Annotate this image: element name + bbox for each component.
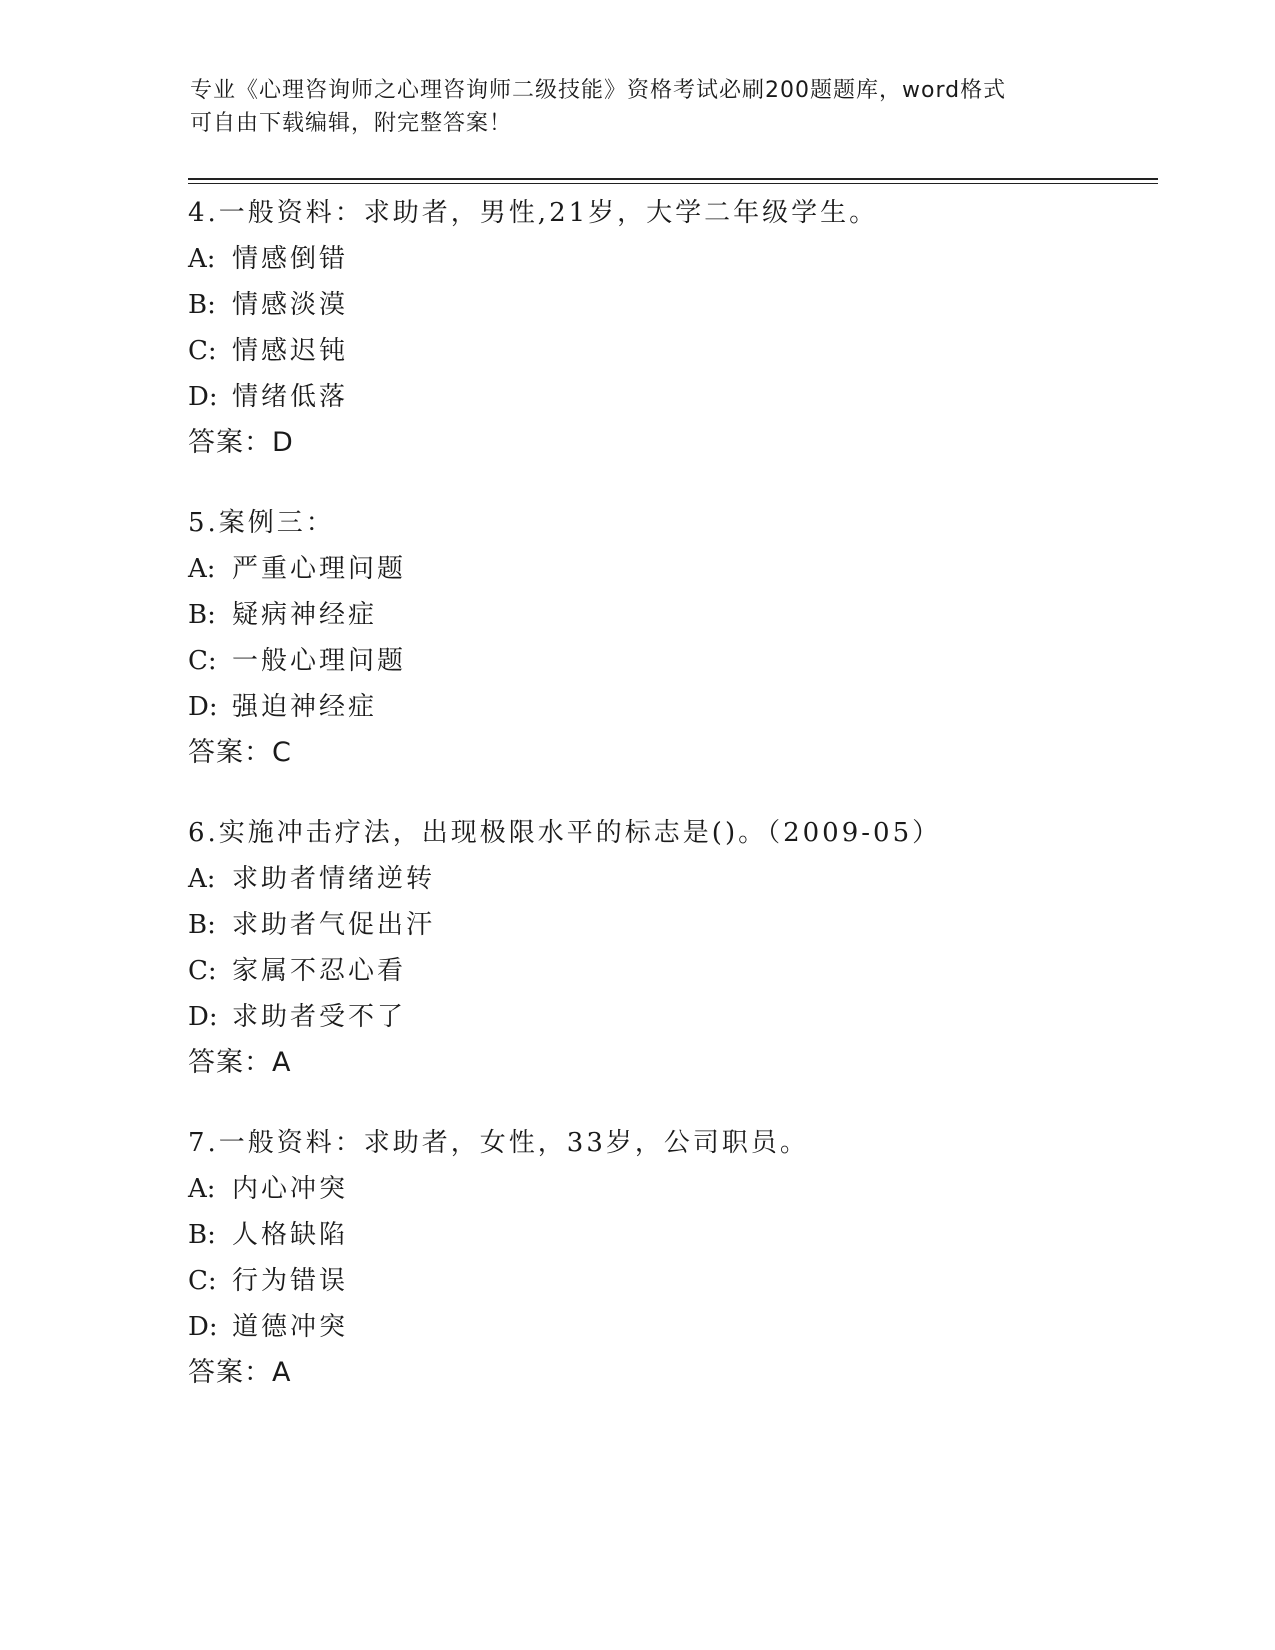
option-d <box>188 374 1148 420</box>
option-text: 求助者受不了 <box>232 1002 407 1032</box>
option-key: B: <box>188 290 216 320</box>
option-b <box>188 592 1148 638</box>
question-answer: 答案：A <box>188 1047 292 1078</box>
option-b <box>188 902 1148 948</box>
option-c <box>188 1258 1148 1304</box>
option-text: 道德冲突 <box>232 1312 349 1342</box>
option-text: 求助者气促出汗 <box>232 910 436 940</box>
option-key: C: <box>188 336 217 366</box>
option-c <box>188 948 1148 994</box>
question-item <box>188 810 1148 1086</box>
option-c <box>188 328 1148 374</box>
option-key: C: <box>188 956 217 986</box>
option-d <box>188 994 1148 1040</box>
option-text: 一般心理问题 <box>232 646 407 676</box>
option-key: B: <box>188 910 216 940</box>
option-key: C: <box>188 646 217 676</box>
header-divider-thin <box>188 183 1158 184</box>
question-item <box>188 190 1148 466</box>
question-stem: 7.一般资料：求助者，女性，33岁，公司职员。 <box>188 1128 809 1158</box>
question-list <box>188 190 1148 1430</box>
option-text: 情感淡漠 <box>232 290 349 320</box>
question-stem: 4.一般资料：求助者，男性,21岁，大学二年级学生。 <box>188 198 879 228</box>
option-d <box>188 684 1148 730</box>
option-key: D: <box>188 692 218 722</box>
option-d <box>188 1304 1148 1350</box>
option-a <box>188 546 1148 592</box>
question-answer: 答案：D <box>188 427 294 458</box>
option-key: A: <box>188 244 216 274</box>
option-key: A: <box>188 864 216 894</box>
question-stem: 6.实施冲击疗法，出现极限水平的标志是()。（2009-05） <box>188 818 942 848</box>
option-text: 人格缺陷 <box>232 1220 349 1250</box>
document-header <box>190 74 1090 140</box>
question-item <box>188 1120 1148 1396</box>
option-a <box>188 236 1148 282</box>
option-key: C: <box>188 1266 217 1296</box>
option-text: 内心冲突 <box>232 1174 349 1204</box>
option-text: 严重心理问题 <box>232 554 407 584</box>
option-a <box>188 856 1148 902</box>
option-text: 求助者情绪逆转 <box>232 864 436 894</box>
option-text: 家属不忍心看 <box>232 956 407 986</box>
option-b <box>188 282 1148 328</box>
option-key: D: <box>188 1312 218 1342</box>
option-text: 情感倒错 <box>232 244 349 274</box>
header-line-1: 专业《心理咨询师之心理咨询师二级技能》资格考试必刷200题题库，word格式 <box>190 78 1007 103</box>
option-a <box>188 1166 1148 1212</box>
option-key: B: <box>188 600 216 630</box>
option-key: D: <box>188 1002 218 1032</box>
option-key: A: <box>188 554 216 584</box>
option-text: 行为错误 <box>232 1266 349 1296</box>
option-key: D: <box>188 382 218 412</box>
header-divider-thick <box>188 178 1158 180</box>
option-text: 情感迟钝 <box>232 336 349 366</box>
option-c <box>188 638 1148 684</box>
question-stem: 5.案例三： <box>188 508 335 538</box>
header-line-2: 可自由下载编辑，附完整答案！ <box>190 111 513 136</box>
question-answer: 答案：A <box>188 1357 292 1388</box>
option-key: B: <box>188 1220 216 1250</box>
option-text: 疑病神经症 <box>232 600 378 630</box>
question-item <box>188 500 1148 776</box>
option-text: 情绪低落 <box>232 382 349 412</box>
option-key: A: <box>188 1174 216 1204</box>
question-answer: 答案：C <box>188 737 292 768</box>
option-b <box>188 1212 1148 1258</box>
option-text: 强迫神经症 <box>232 692 378 722</box>
